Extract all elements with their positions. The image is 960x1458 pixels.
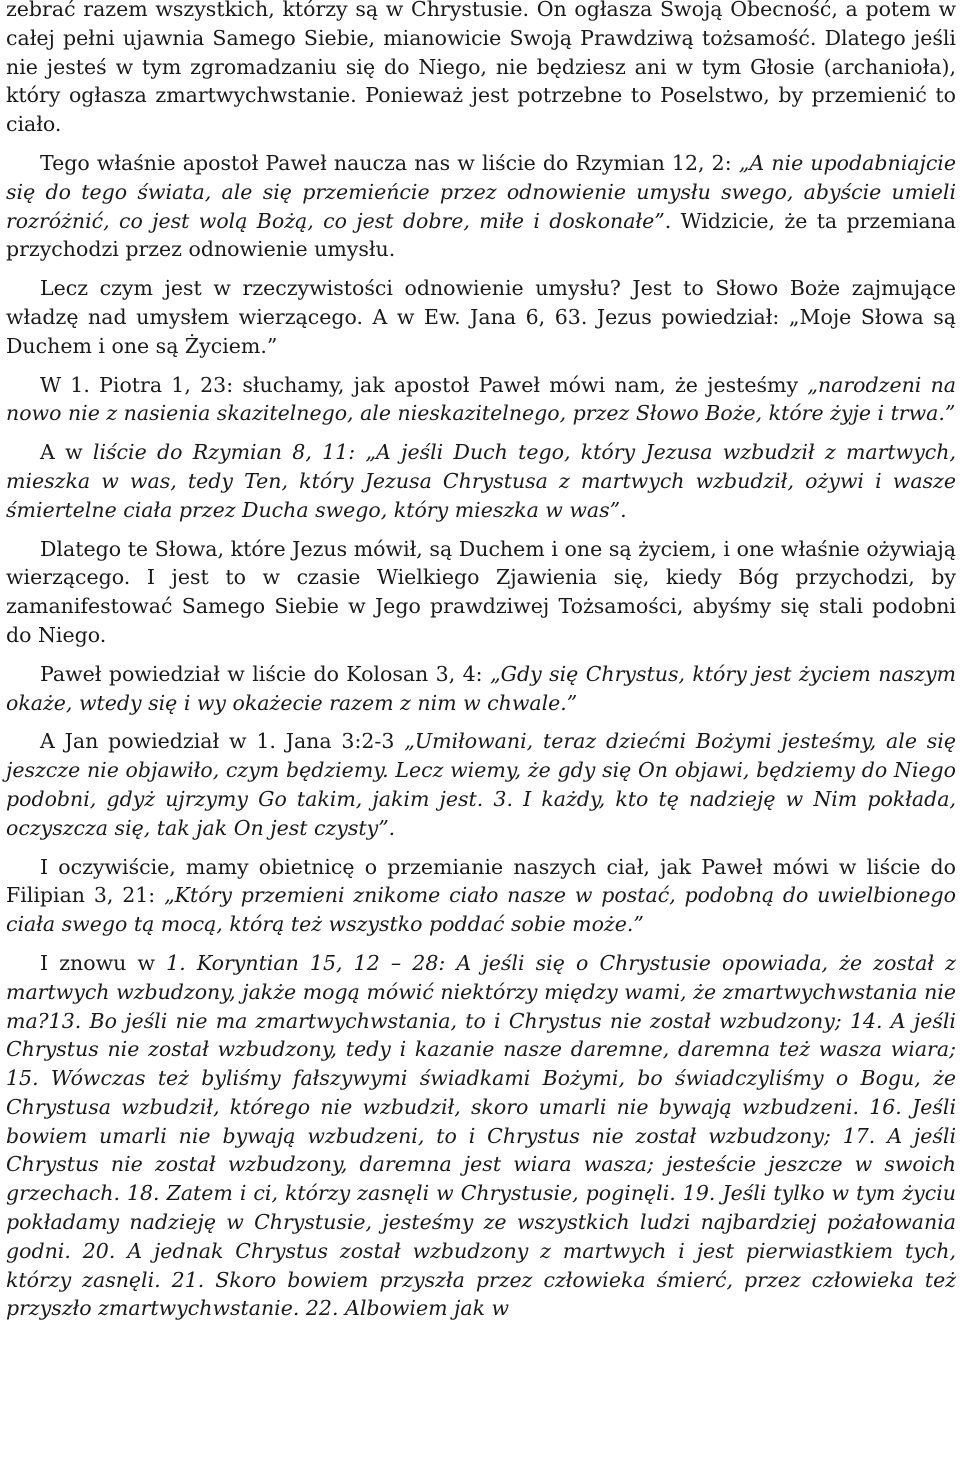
body-text: A Jan powiedział w 1. Jana 3:2-3	[40, 729, 405, 754]
document-body	[6, 0, 956, 1323]
paragraph	[6, 274, 956, 360]
paragraph	[6, 438, 956, 524]
body-text: Paweł powiedział w liście do Kolosan 3, 4:	[40, 661, 490, 686]
scripture-quote-text: „narodzeni na nowo nie z nasienia skazitelnego, ale nieskazitelnego, przez Słowo Boże, które żyje i trwa.”	[6, 372, 956, 426]
body-text: Tego właśnie apostoł Paweł naucza nas w liście do Rzymian 12, 2:	[40, 150, 739, 175]
paragraph	[6, 535, 956, 650]
scripture-quote-text: liście do Rzymian 8, 11: „A jeśli Duch tego, który Jezusa wzbudził z martwych, mieszka w was, tedy Ten, który Jezusa Chrystusa z martwych wzbudził, ożywi i wasze śmiertelne ciała przez Ducha swego, który mieszka w was”.	[6, 440, 956, 522]
paragraph	[6, 949, 956, 1323]
body-text: I znowu w	[40, 950, 167, 975]
paragraph	[6, 853, 956, 939]
body-text: Widzicie, że ta przemiana przychodzi przez odnowienie umysłu.	[6, 208, 957, 262]
scripture-quote-text: 1. Koryntian 15, 12 – 28: A jeśli się o Chrystusie opowiada, że został z martwych wzbudzony, jakże mogą mówić niektórzy między wami, że zmartwychwstania nie ma?13. Bo jeśli nie ma zmartwychwstania, to i Chrystus nie został wzbudzony; 14. A jeśli Chrystus nie został wzbudzony, tedy i kazanie nasze daremne, daremna też wasza wiara; 15. Wówczas też byliśmy fałszywymi świadkami Bożymi, bo świadczyliśmy o Bogu, że Chrystusa wzbudził, którego nie wzbudził, skoro umarli nie bywają wzbudzeni. 16. Jeśli bowiem umarli nie bywają wzbudzeni, to i Chrystus nie został wzbudzony; 17. A jeśli Chrystus nie został wzbudzony, daremna jest wiara wasza; jesteście jeszcze w swoich grzechach. 18. Zatem i ci, którzy zasnęli w Chrystusie, poginęli. 19. Jeśli tylko w tym życiu pokładamy nadzieję w Chrystusie, jesteśmy ze wszystkich ludzi najbardziej pożałowania godni. 20. A jednak Chrystus został wzbudzony z martwych i jest pierwiastkiem tych, którzy zasnęli. 21. Skoro bowiem przyszła przez człowieka śmierć, przez człowieka też przyszło zmartwychwstanie. 22. Albowiem jak w	[6, 950, 956, 1321]
body-text: I oczywiście, mamy obietnicę o przemianie naszych ciał, jak Paweł mówi w liście do Filipian 3, 21:	[6, 854, 956, 908]
body-text: A w	[40, 440, 93, 465]
body-text: Lecz czym jest w rzeczywistości odnowienie umysłu? Jest to Słowo Boże zajmujące władzę nad umysłem wierzącego. A w Ew. Jana 6, 63. Jezus powiedział: „Moje Słowa są Duchem i one są Życiem.”	[6, 276, 956, 358]
body-text: W 1. Piotra 1, 23: słuchamy, jak apostoł Paweł mówi nam, że jesteśmy	[40, 372, 808, 397]
paragraph	[6, 0, 956, 139]
paragraph	[6, 727, 956, 842]
paragraph	[6, 371, 956, 429]
scripture-quote-text: „A nie upodabniajcie się do tego świata, ale się przemieńcie przez odnowienie umysłu swego, abyście umieli rozróżnić, co jest wolą Bożą, co jest dobre, miłe i doskonałe”.	[6, 150, 956, 233]
scripture-quote-text: „Który przemieni znikome ciało nasze w postać, podobną do uwielbionego ciała swego tą mocą, którą też wszystko poddać sobie może.”	[6, 883, 956, 937]
body-text: zebrać razem wszystkich, którzy są w Chrystusie. On ogłasza Swoją Obecność, a potem w całej pełni ujawnia Samego Siebie, mianowicie Swoją Prawdziwą tożsamość. Dlatego jeśli nie jesteś w tym zgromadzaniu się do Niego, nie będziesz ani w tym Głosie (archanioła), który ogłasza zmartwychwstanie. Ponieważ jest potrzebne to Poselstwo, by przemienić to ciało.	[6, 0, 956, 137]
scripture-quote-text: „Umiłowani, teraz dziećmi Bożymi jesteśmy, ale się jeszcze nie objawiło, czym będziemy. Lecz wiemy, że gdy się On objawi, będziemy do Niego podobni, gdyż ujrzymy Go takim, jakim jest. 3. I każdy, kto tę nadzieję w Nim pokłada, oczyszcza się, tak jak On jest czysty”.	[6, 729, 956, 840]
body-text: Dlatego te Słowa, które Jezus mówił, są Duchem i one są życiem, i one właśnie ożywiają wierzącego. I jest to w czasie Wielkiego Zjawienia się, kiedy Bóg przychodzi, by zamanifestować Samego Siebie w Jego prawdziwej Tożsamości, abyśmy się stali podobni do Niego.	[6, 536, 956, 647]
scripture-quote-text: „Gdy się Chrystus, który jest życiem naszym okaże, wtedy się i wy okażecie razem z nim w chwale.”	[6, 661, 956, 715]
paragraph	[6, 660, 956, 718]
paragraph	[6, 149, 956, 264]
document-page	[6, 0, 956, 1333]
